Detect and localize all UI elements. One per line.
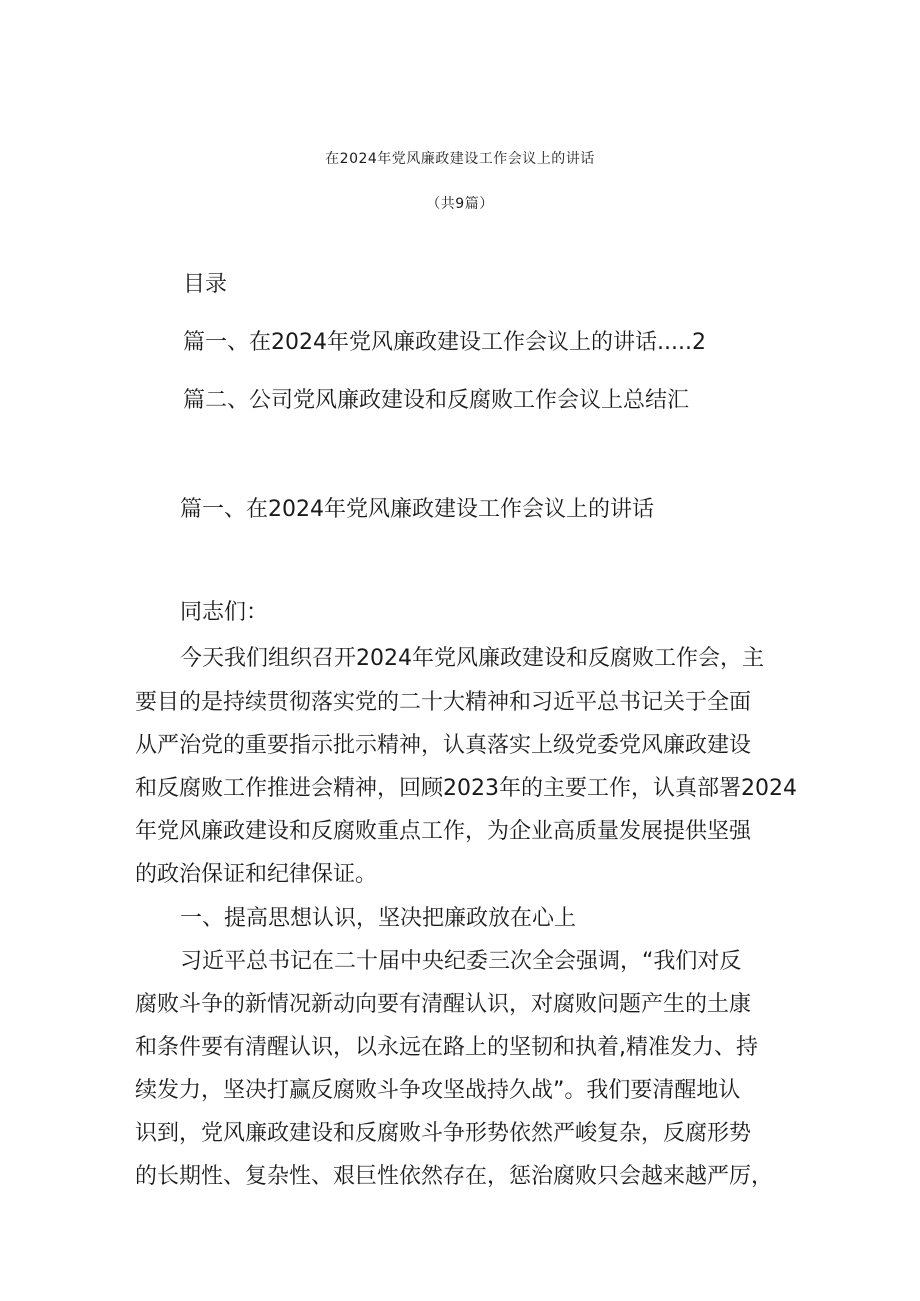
paragraph2-line: 习近平总书记在二十届中央纪委三次全会强调，“我们对反 xyxy=(180,949,742,974)
toc-heading: 目录 xyxy=(183,272,228,297)
toc-item-2[interactable]: 篇二、公司党风廉政建设和反腐败工作会议上总结汇 xyxy=(183,388,690,413)
paragraph1-line: 从严治党的重要指示批示精神，认真落实上级党委党风廉政建设 xyxy=(135,733,752,758)
article-heading: 篇一、在2024年党风廉政建设工作会议上的讲话 xyxy=(180,497,654,522)
document-title-line1: 在2024年党风廉政建设工作会议上的讲话 xyxy=(325,151,595,167)
salutation: 同志们： xyxy=(180,600,269,625)
paragraph2-line: 的长期性、复杂性、艰巨性依然存在，惩治腐败只会越来越严厉， xyxy=(135,1164,774,1189)
paragraph1-line: 要目的是持续贯彻落实党的二十大精神和习近平总书记关于全面 xyxy=(135,690,752,715)
paragraph1-line: 和反腐败工作推进会精神，回顾2023年的主要工作，认真部署2024 xyxy=(135,776,797,801)
paragraph1-line: 今天我们组织召开2024年党风廉政建设和反腐败工作会，主 xyxy=(180,646,764,671)
paragraph1-line: 年党风廉政建设和反腐败重点工作，为企业高质量发展提供坚强 xyxy=(135,819,752,844)
document-title-line2: （共9篇） xyxy=(426,196,494,212)
paragraph1-line: 的政治保证和纪律保证。 xyxy=(135,862,378,887)
paragraph2-line: 腐败斗争的新情况新动向要有清醒认识，对腐败问题产生的土康 xyxy=(135,992,752,1017)
toc-item-1[interactable]: 篇一、在2024年党风廉政建设工作会议上的讲话.....2 xyxy=(183,330,706,355)
paragraph2-line: 续发力，坚决打赢反腐败斗争攻坚战持久战”。我们要清醒地认 xyxy=(135,1078,741,1103)
paragraph2-line: 识到，党风廉政建设和反腐败斗争形势依然严峻复杂，反腐形势 xyxy=(135,1121,752,1146)
paragraph2-line: 和条件要有清醒认识，以永远在路上的坚韧和执着,精准发力、持 xyxy=(135,1035,758,1060)
section1-heading: 一、提高思想认识，坚决把廉政放在心上 xyxy=(180,906,577,931)
